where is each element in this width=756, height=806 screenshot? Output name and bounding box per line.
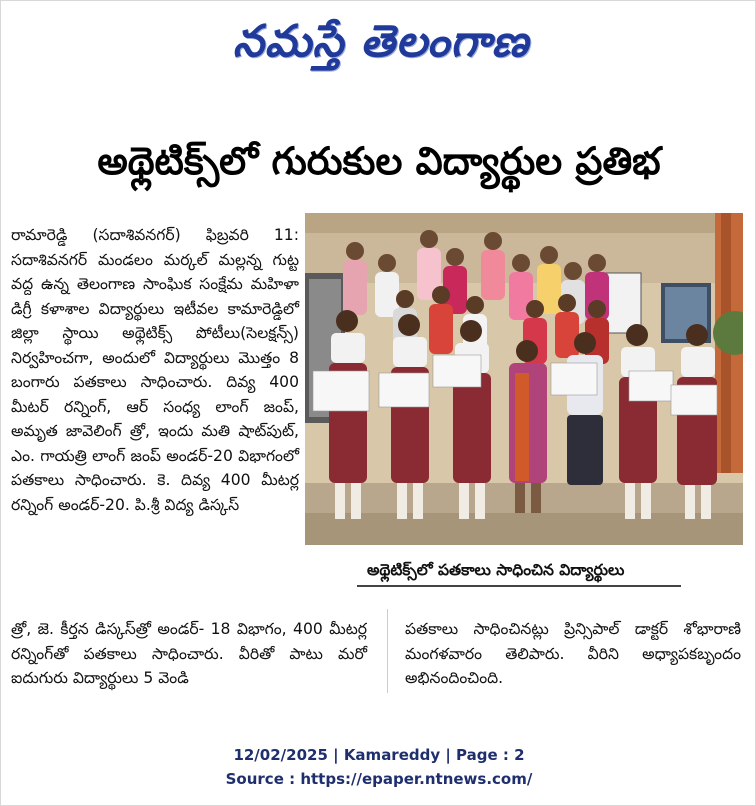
group-photo-illustration [305,213,743,545]
article-body-right: పతకాలు సాధించినట్లు ప్రిన్సిపాల్ డాక్టర్ శోభారాణి మంగళవారం తెలిపారు. వీరిని అధ్యాపకబృందం అభినందించింది. [405,620,741,687]
group-photo [305,213,743,545]
photo-caption: అథ్లెటిక్స్‌లో పతకాలు సాధించిన విద్యార్థులు [367,561,625,579]
column-divider [387,609,388,693]
source-link[interactable]: Source : https://epaper.ntnews.com/ [225,770,533,788]
caption-underline [357,585,681,587]
article-body-left: రామారెడ్డి (సదాశివనగర్) ఫిబ్రవరి 11: సదాశివనగర్ మండలం మర్కల్ మల్లన్న గుట్ట వద్ద ఉన్న తెలంగాణ సాంఘిక సంక్షేమ మహిళా డిగ్రీ కళాశాల విద్యార్థులు ఇటీవల కామారెడ్డిలో జిల్లా స్థాయి అథ్లెటిక్స్ పోటీలు(సెలక్షన్స్) నిర్వహించగా, అందులో విద్యార్థులు మొత్తం 8 బంగారు పతకాలు సాధించారు. దివ్య 400 మీటర్ రన్నింగ్, ఆర్ సంధ్య లాంగ్ జంప్, అమృత జావెలింగ్ త్రో, ఇందు మతి షాట్‌పుట్, ఎం. గాయత్రి లాంగ్ జంప్ అండర్-20 విభాగంలో పతకాలు సాధించారు. కె. దివ్య 400 మీటర్ల రన్నింగ్ అండర్-20. పి.శ్రీ విద్య డిస్కస్ [11,226,299,514]
newspaper-masthead: నమస్తే తెలంగాణ [232,16,530,67]
article-headline: అథ్లెటిక్స్‌లో గురుకుల విద్యార్థుల ప్రతిభ [97,139,661,183]
edition-info: 12/02/2025 | Kamareddy | Page : 2 [233,746,525,764]
article-body-bottom: త్రో, జె. కీర్తన డిస్కస్‌త్రో అండర్- 18 విభాగం, 400 మీటర్ల రన్నింగ్‌తో పతకాలు సాధించారు. వీరితో పాటు మరో ఐదుగురు విద్యార్థులు 5 వెండి [11,620,367,687]
